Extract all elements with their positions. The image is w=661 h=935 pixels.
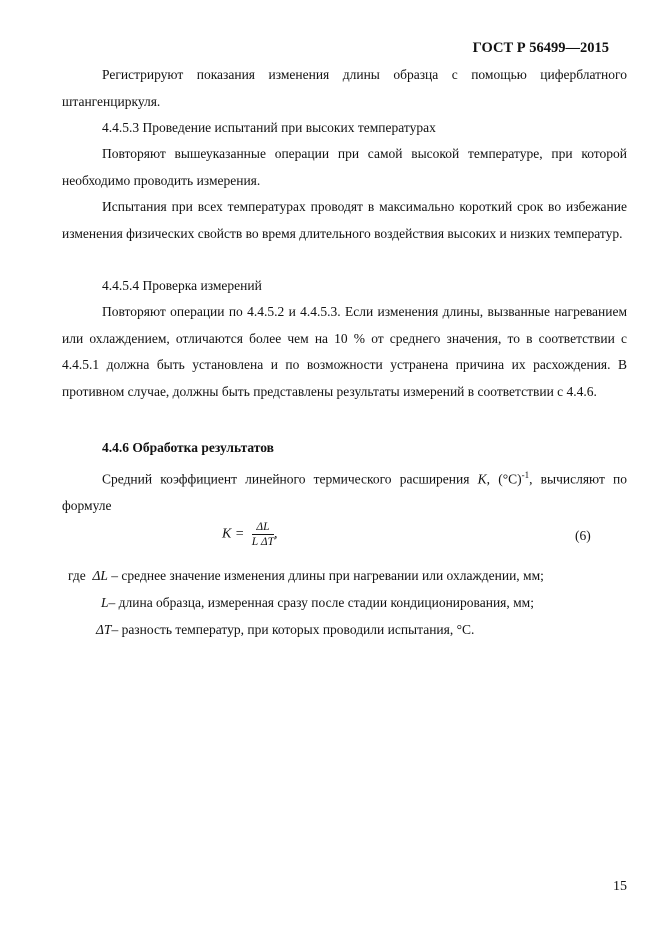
- paragraph-high-temp-repeat: Повторяют вышеуказанные операции при самой высокой температуре, при которой необходимо проводить измерения.: [62, 146, 627, 188]
- formula-fraction: [252, 520, 274, 549]
- page-number: 15: [613, 879, 627, 894]
- formula-6: [222, 520, 278, 549]
- formula-intro-text: , вычисляют по формуле: [62, 471, 627, 513]
- symbol-delta-t: ΔT: [96, 622, 112, 637]
- equation-number: (6): [575, 528, 591, 543]
- symbol-l: L: [101, 595, 109, 610]
- paragraph-caliper: Регистрируют показания изменения длины образца с помощью циферблатного штангенциркуля.: [62, 67, 627, 109]
- definition-delta-t-text: – разность температур, при которых проводили испытания, °С.: [111, 622, 475, 637]
- section-heading-4-4-6: 4.4.6 Обработка результатов: [102, 440, 274, 455]
- paragraph-verification: Повторяют операции по 4.4.5.2 и 4.4.5.3. Если изменения длины, вызванные нагреванием или охлаждением, отличаются более чем на 10 % от среднего значения, то в соответствии с 4.4.5.1 должна быть установлена и по возможности устранена причина их расхождения. В противном случае, должны быть представлены результаты измерений в соответствии с 4.4.6.: [62, 304, 627, 399]
- formula-denominator: L ΔT: [251, 536, 275, 548]
- formula-numerator: ΔL: [252, 520, 274, 535]
- symbol-delta-l: ΔL: [92, 568, 108, 583]
- definition-l-text: – длина образца, измеренная сразу после стадии кондиционирования, мм;: [108, 595, 534, 610]
- section-heading-4-4-5-3: 4.4.5.3 Проведение испытаний при высоких температурах: [102, 120, 436, 135]
- paragraph-all-temps: Испытания при всех температурах проводят в максимально короткий срок во избежание изменения физических свойств во время длительного воздействия высоких и низких температур.: [62, 199, 627, 241]
- definition-delta-t: [96, 620, 474, 640]
- unit-text: , (°С): [486, 471, 522, 487]
- section-heading-4-4-5-4: 4.4.5.4 Проверка измерений: [102, 278, 262, 293]
- formula-lhs: K =: [222, 526, 245, 542]
- unit-superscript: -1: [521, 470, 530, 480]
- formula-trailing-comma: ,: [274, 526, 278, 542]
- definition-delta-l: [68, 566, 544, 586]
- where-label: где: [68, 568, 86, 583]
- paragraph-mean-coefficient: [62, 462, 627, 520]
- definition-l: [101, 593, 534, 613]
- definition-delta-l-text: – среднее значение изменения длины при нагревании или охлаждении, мм;: [107, 568, 544, 583]
- document-id-header: ГОСТ Р 56499—2015: [472, 40, 609, 56]
- symbol-k: K: [477, 471, 487, 487]
- mean-coefficient-text: Средний коэффициент линейного термического расширения: [102, 471, 470, 487]
